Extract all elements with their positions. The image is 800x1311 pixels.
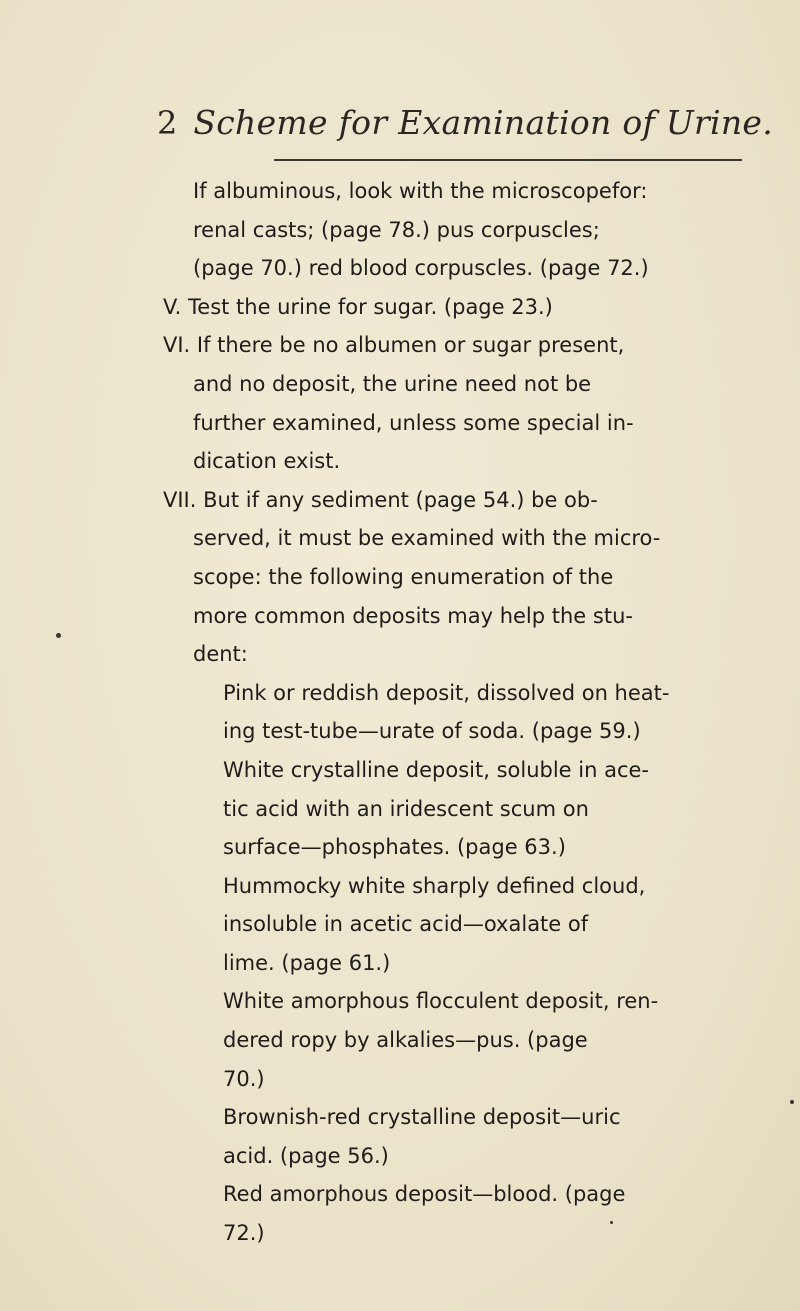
text-line: scope: the following enumeration of the [193, 564, 614, 589]
text-line: Brownish-red crystalline deposit—uric [223, 1105, 621, 1130]
text-line: acid. (page 56.) [223, 1143, 389, 1168]
text-line: surface—phosphates. (page 63.) [223, 835, 566, 860]
text-line: VII. But if any sediment (page 54.) be ob- [163, 487, 598, 512]
text-line: VI. If there be no albumen or sugar present, [163, 333, 625, 358]
text-line: renal casts; (page 78.) pus corpuscles; [193, 217, 600, 242]
page-title: Scheme for Examination of Urine. [193, 103, 774, 142]
text-line: V. Test the urine for sugar. (page 23.) [163, 294, 553, 319]
text-line: and no deposit, the urine need not be [193, 371, 592, 396]
text-line: further examined, unless some special in- [193, 410, 634, 435]
text-line: more common deposits may help the stu- [193, 603, 633, 628]
text-line: ing test-tube—urate of soda. (page 59.) [223, 719, 641, 744]
text-line: lime. (page 61.) [223, 950, 391, 975]
text-line: dication exist. [193, 449, 341, 474]
text-line: If albuminous, look with the microscopefor: [193, 179, 648, 203]
text-line: dered ropy by alkalies—pus. (page [223, 1028, 588, 1053]
text-line: insoluble in acetic acid—oxalate of [223, 912, 589, 937]
text-line: Hummocky white sharply defined cloud, [223, 873, 646, 898]
text-line: Red amorphous deposit—blood. (page [223, 1182, 626, 1207]
text-line: 70.) [223, 1066, 265, 1091]
header-rule [274, 159, 742, 161]
paper-speck [610, 1221, 613, 1224]
text-line: served, it must be examined with the micro- [193, 526, 661, 551]
text-line: dent: [193, 642, 248, 667]
page-number: 2 [157, 104, 178, 142]
text-line: tic acid with an iridescent scum on [223, 796, 589, 821]
body-text [163, 172, 753, 1253]
paper-speck [790, 1100, 794, 1104]
text-line: (page 70.) red blood corpuscles. (page 72.) [193, 256, 649, 281]
text-line: White crystalline deposit, soluble in ace- [223, 757, 650, 782]
text-line: White amorphous flocculent deposit, ren- [223, 989, 659, 1014]
text-line: 72.) [223, 1221, 265, 1246]
text-line: Pink or reddish deposit, dissolved on heat- [223, 680, 670, 705]
paper-speck [56, 633, 61, 638]
running-header [157, 103, 773, 142]
